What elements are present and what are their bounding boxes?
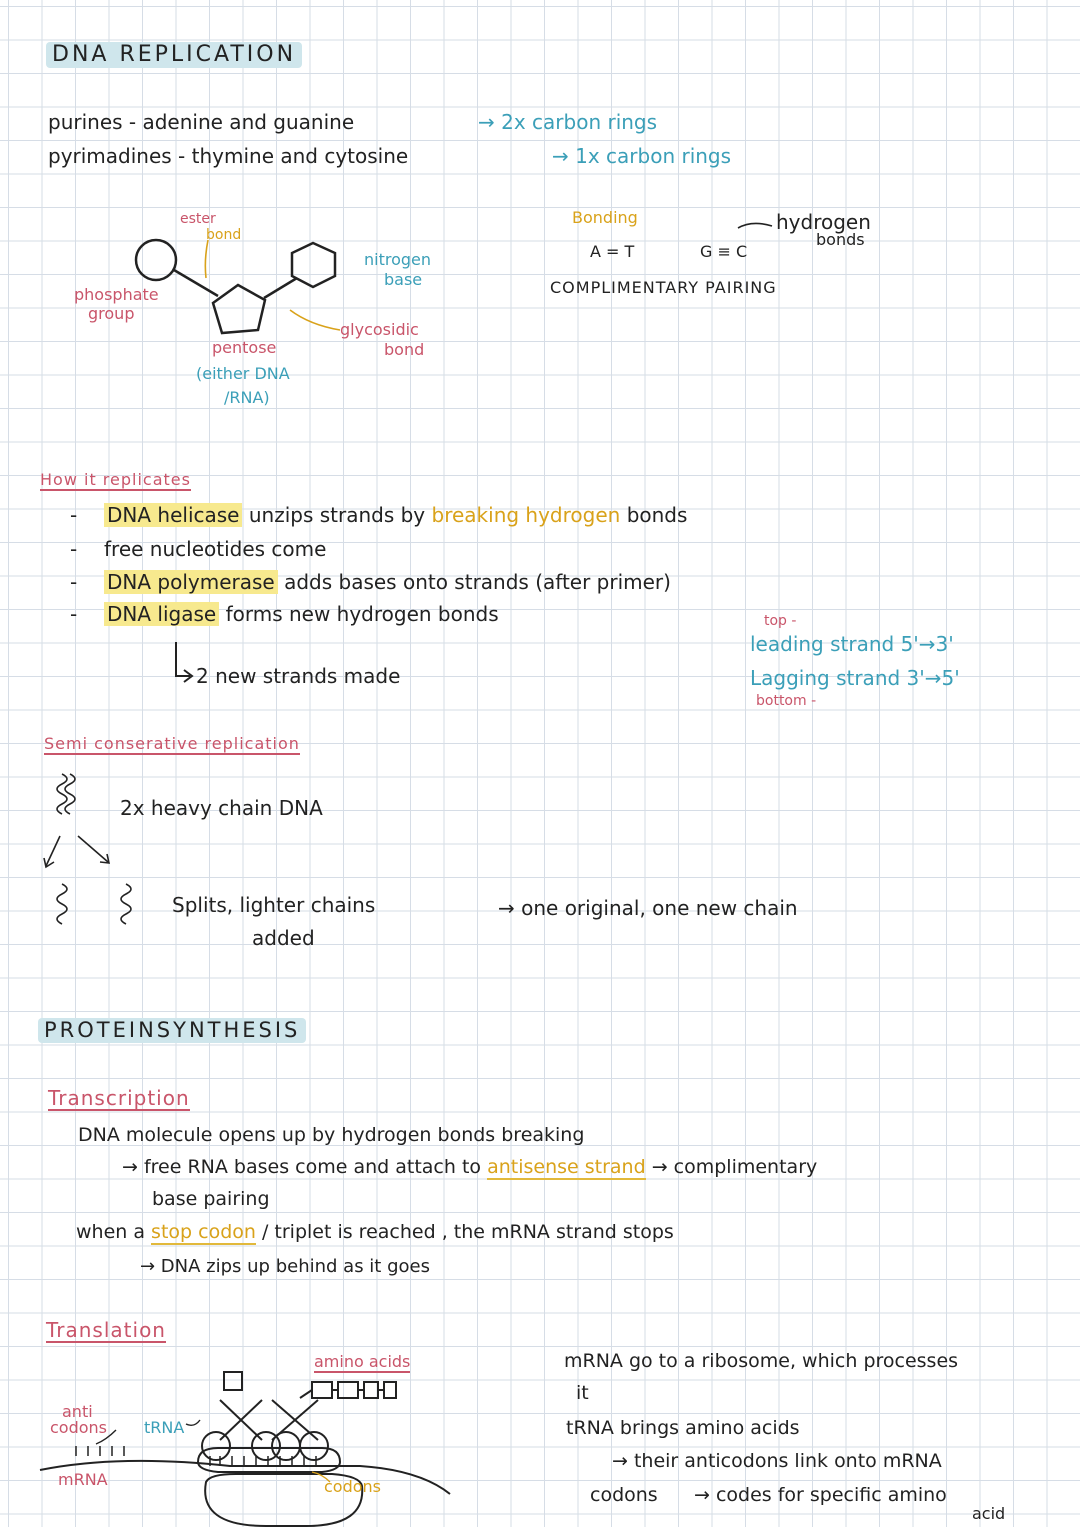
ester-bond-label: bond [206, 227, 242, 243]
page-title: DNA REPLICATION [46, 42, 302, 68]
step1-text-c: bonds [626, 503, 688, 527]
group-label: group [88, 304, 135, 323]
added-text: added [252, 926, 315, 950]
ribosome-line3: tRNA brings amino acids [566, 1417, 800, 1439]
mrna-label: mRNA [58, 1470, 108, 1489]
pentose-label: pentose [212, 338, 277, 357]
step3-dash: - [70, 570, 78, 594]
codons-label: codons [324, 1477, 382, 1496]
bonding-title: Bonding [572, 208, 638, 227]
transcription-line5: → DNA zips up behind as it goes [140, 1256, 430, 1277]
anti-label: anti [62, 1402, 93, 1421]
transcription-line4-c: / triplet is reached , the mRNA strand stops [261, 1221, 674, 1243]
ribosome-line4: → their anticodons link onto mRNA [612, 1450, 942, 1472]
pyrimidines-line: pyrimadines - thymine and cytosine [48, 144, 409, 168]
hydrogen-label: hydrogen [776, 210, 871, 234]
how-heading: How it replicates [40, 470, 191, 489]
complimentary-pairing: COMPLIMENTARY PAIRING [550, 278, 777, 297]
two-new-strands: 2 new strands made [196, 664, 401, 688]
ligase-highlight: DNA ligase [104, 602, 219, 626]
polymerase-highlight: DNA polymerase [104, 570, 278, 594]
at-pair: A = T [590, 242, 635, 261]
step1-text-a: unzips strands by [248, 503, 426, 527]
base-label: base [384, 270, 423, 289]
stop-codon: stop codon [151, 1221, 256, 1243]
step4-text: forms new hydrogen bonds [225, 602, 499, 626]
ribosome-line1: mRNA go to a ribosome, which processes [564, 1350, 959, 1372]
step2: free nucleotides come [104, 537, 327, 561]
bonds-label: bonds [816, 230, 865, 249]
ribosome-line5-codons: codons [590, 1484, 658, 1506]
gc-pair: G ≡ C [700, 242, 748, 261]
transcription-line2-c: → complimentary [651, 1156, 818, 1178]
anticodons-label: codons [50, 1418, 108, 1437]
heavy-chain: 2x heavy chain DNA [120, 796, 323, 820]
translation-heading: Translation [46, 1318, 166, 1342]
either-label: (either DNA [196, 364, 290, 383]
phosphate-label: phosphate [74, 285, 159, 304]
protein-synthesis-title: PROTEINSYNTHESIS [38, 1018, 306, 1043]
transcription-line4-a: when a [76, 1221, 145, 1243]
rna-label: /RNA) [224, 388, 270, 407]
transcription-line2-a: → free RNA bases come and attach to [122, 1156, 482, 1178]
step4-dash: - [70, 602, 78, 626]
ribosome-line2: it [576, 1382, 589, 1404]
step1-breaking-hydrogen: breaking hydrogen [431, 503, 621, 527]
lagging-strand: Lagging strand 3'→5' [750, 666, 960, 690]
purines-line: purines - adenine and guanine [48, 110, 355, 134]
semi-heading: Semi conserative replication [44, 734, 300, 753]
glycosidic-bond-label: bond [384, 340, 425, 359]
transcription-line1: DNA molecule opens up by hydrogen bonds breaking [78, 1124, 585, 1146]
step1-dash: - [70, 503, 78, 527]
pyrimidines-note: → 1x carbon rings [552, 144, 732, 168]
transcription-heading: Transcription [48, 1086, 190, 1110]
step2-dash: - [70, 537, 78, 561]
top-label: top - [764, 613, 797, 629]
splits-text: Splits, lighter chains [172, 893, 376, 917]
transcription-line3: base pairing [152, 1188, 270, 1210]
step3-text: adds bases onto strands (after primer) [284, 570, 671, 594]
nitrogen-label: nitrogen [364, 250, 432, 269]
one-original-one-new: → one original, one new chain [498, 896, 798, 920]
leading-strand: leading strand 5'→3' [750, 632, 954, 656]
trna-label: tRNA [144, 1418, 185, 1437]
purines-note: → 2x carbon rings [478, 110, 658, 134]
amino-acids-label: amino acids [314, 1352, 411, 1371]
helicase-highlight: DNA helicase [104, 503, 242, 527]
ribosome-line5: → codes for specific amino [694, 1484, 947, 1506]
ester-label: ester [180, 211, 216, 227]
antisense-strand: antisense strand [487, 1156, 646, 1178]
ribosome-line6: acid [972, 1504, 1006, 1523]
bottom-label: bottom - [756, 693, 817, 709]
glycosidic-label: glycosidic [340, 320, 419, 339]
